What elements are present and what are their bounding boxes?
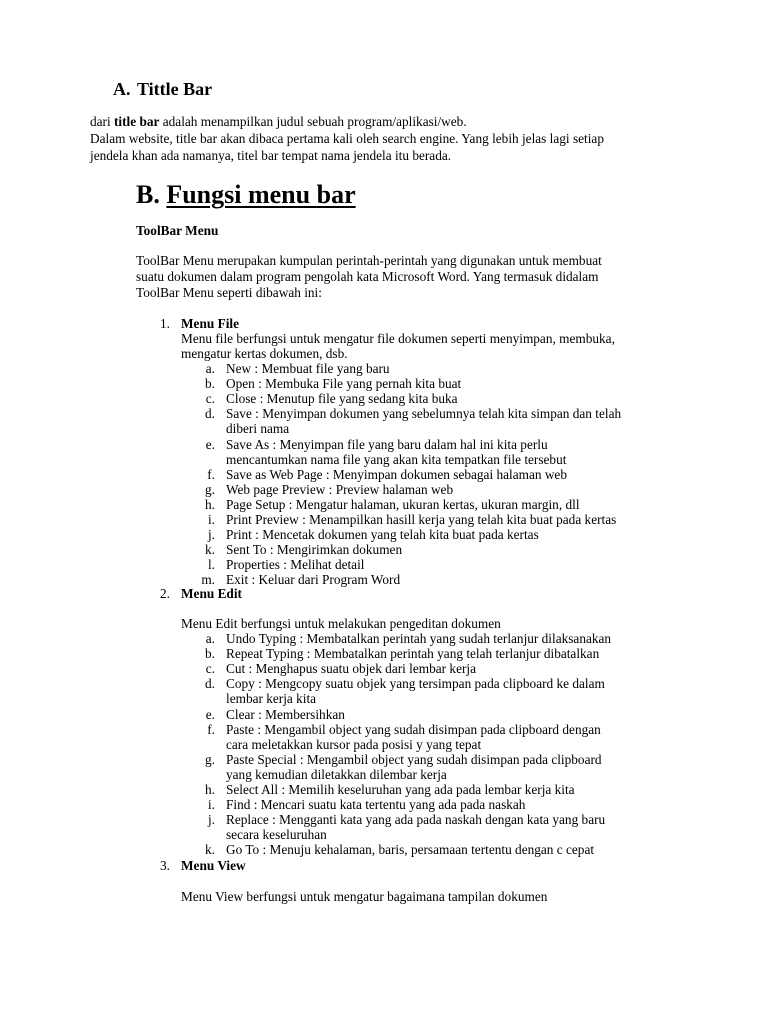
- menu-edit-number: 2.: [160, 586, 170, 601]
- list-item-text: New : Membuat file yang baru: [226, 361, 390, 376]
- list-item-text: Select All : Memilih keseluruhan yang ada pada lembar kerja kita: [226, 782, 575, 797]
- list-item-text: Sent To : Mengirimkan dokumen: [226, 542, 403, 558]
- list-item-letter: f.: [207, 721, 215, 737]
- list-item-text: diberi nama: [226, 421, 290, 437]
- section-a-heading: [113, 79, 212, 100]
- section-a-letter: A.: [113, 79, 131, 99]
- menu-view-number: 3.: [160, 858, 170, 873]
- list-item-letter: a.: [205, 361, 215, 376]
- section-b-heading: [136, 180, 356, 210]
- list-item-letter: d.: [205, 676, 215, 692]
- list-item-letter: b.: [205, 646, 215, 662]
- list-item-letter: h.: [205, 496, 215, 512]
- toolbar-menu-subtitle: ToolBar Menu: [136, 223, 219, 238]
- list-item-text: Copy : Mengcopy suatu objek yang tersimpan pada clipboard ke dalam: [226, 676, 605, 692]
- list-item-text: Clear : Membersihkan: [226, 706, 345, 722]
- menu-edit-desc: Menu Edit berfungsi untuk melakukan pengeditan dokumen: [181, 616, 501, 631]
- list-item-letter: l.: [207, 557, 215, 573]
- list-item-text: secara keseluruhan: [226, 827, 327, 843]
- list-item-letter: e.: [205, 706, 215, 722]
- list-item-letter: b.: [205, 376, 215, 392]
- list-item-text: Close : Menutup file yang sedang kita buka: [226, 391, 458, 407]
- title-bar-term: title bar: [114, 114, 160, 129]
- list-item-letter: j.: [207, 812, 215, 828]
- list-item-letter: j.: [207, 527, 215, 543]
- list-item-text: lembar kerja kita: [226, 691, 317, 707]
- list-item-text: cara meletakkan kursor pada posisi y yang tepat: [226, 736, 482, 752]
- menu-edit-title: Menu Edit: [181, 586, 242, 601]
- list-item-text: Exit : Keluar dari Program Word: [226, 572, 401, 588]
- toolbar-desc-line-1: ToolBar Menu merupakan kumpulan perintah-perintah yang digunakan untuk membuat: [136, 253, 602, 268]
- toolbar-desc-line-3: ToolBar Menu seperti dibawah ini:: [136, 285, 322, 300]
- list-item-letter: k.: [205, 542, 215, 558]
- list-item-text: mencantumkan nama file yang akan kita tempatkan file tersebut: [226, 451, 567, 467]
- section-b-letter: B.: [136, 180, 160, 209]
- list-item-letter: e.: [205, 436, 215, 452]
- list-item-text: yang kemudian diletakkan dilembar kerja: [226, 766, 447, 782]
- menu-file-desc-line-1: Menu file berfungsi untuk mengatur file dokumen seperti menyimpan, membuka,: [181, 331, 615, 346]
- list-item-text: Save : Menyimpan dokumen yang sebelumnya telah kita simpan dan telah: [226, 406, 622, 422]
- list-item-letter: d.: [205, 406, 215, 422]
- list-item-text: Paste : Mengambil object yang sudah disimpan pada clipboard dengan: [226, 721, 601, 737]
- list-item-text: Find : Mencari suatu kata tertentu yang ada pada naskah: [226, 797, 526, 813]
- list-item-letter: i.: [207, 797, 215, 813]
- list-item-letter: k.: [205, 842, 215, 858]
- list-item-letter: g.: [205, 481, 215, 497]
- list-item-letter: c.: [205, 661, 215, 677]
- section-a-line-3: jendela khan ada namanya, titel bar tempat nama jendela itu berada.: [90, 148, 452, 163]
- menu-view-title: Menu View: [181, 858, 246, 873]
- menu-file-number: 1.: [160, 316, 170, 331]
- list-item-text: Print Preview : Menampilkan hasill kerja yang telah kita buat pada kertas: [226, 512, 617, 527]
- list-item-text: Web page Preview : Preview halaman web: [226, 481, 454, 497]
- menu-file-desc-line-2: mengatur kertas dokumen, dsb.: [181, 346, 348, 361]
- list-item-letter: f.: [207, 466, 215, 482]
- section-a-intro: dari title bar adalah menampilkan judul sebuah program/aplikasi/web.: [90, 114, 467, 129]
- list-item-letter: c.: [205, 391, 215, 407]
- list-item-text: Properties : Melihat detail: [226, 557, 365, 573]
- list-item-letter: a.: [205, 631, 215, 646]
- list-item-text: Replace : Mengganti kata yang ada pada naskah dengan kata yang baru: [226, 812, 606, 828]
- list-item-text: Save as Web Page : Menyimpan dokumen sebagai halaman web: [226, 466, 567, 482]
- section-a-line-2: Dalam website, title bar akan dibaca pertama kali oleh search engine. Yang lebih jelas lagi setiap: [90, 131, 604, 146]
- list-item-letter: m.: [201, 572, 215, 588]
- menu-view-desc: Menu View berfungsi untuk mengatur bagaimana tampilan dokumen: [181, 889, 548, 904]
- section-a-title: Tittle Bar: [137, 79, 213, 99]
- list-item-letter: h.: [205, 782, 215, 797]
- list-item-text: Save As : Menyimpan file yang baru dalam hal ini kita perlu: [226, 436, 548, 452]
- list-item-text: Open : Membuka File yang pernah kita buat: [226, 376, 462, 392]
- list-item-text: Undo Typing : Membatalkan perintah yang sudah terlanjur dilaksanakan: [226, 631, 612, 646]
- list-item-text: Print : Mencetak dokumen yang telah kita buat pada kertas: [226, 527, 539, 543]
- list-item-text: Paste Special : Mengambil object yang sudah disimpan pada clipboard: [226, 751, 602, 767]
- list-item-letter: g.: [205, 751, 215, 767]
- list-item-text: Page Setup : Mengatur halaman, ukuran kertas, ukuran margin, dll: [226, 496, 580, 512]
- list-item-text: Go To : Menuju kehalaman, baris, persamaan tertentu dengan c cepat: [226, 842, 595, 858]
- menu-file-title: Menu File: [181, 316, 239, 331]
- list-item-letter: i.: [207, 512, 215, 527]
- section-b-title: Fungsi menu bar: [166, 180, 356, 209]
- toolbar-desc-line-2: suatu dokumen dalam program pengolah kata Microsoft Word. Yang termasuk didalam: [136, 269, 599, 284]
- list-item-text: Cut : Menghapus suatu objek dari lembar kerja: [226, 661, 476, 677]
- list-item-text: Repeat Typing : Membatalkan perintah yang telah terlanjur dibatalkan: [226, 646, 600, 662]
